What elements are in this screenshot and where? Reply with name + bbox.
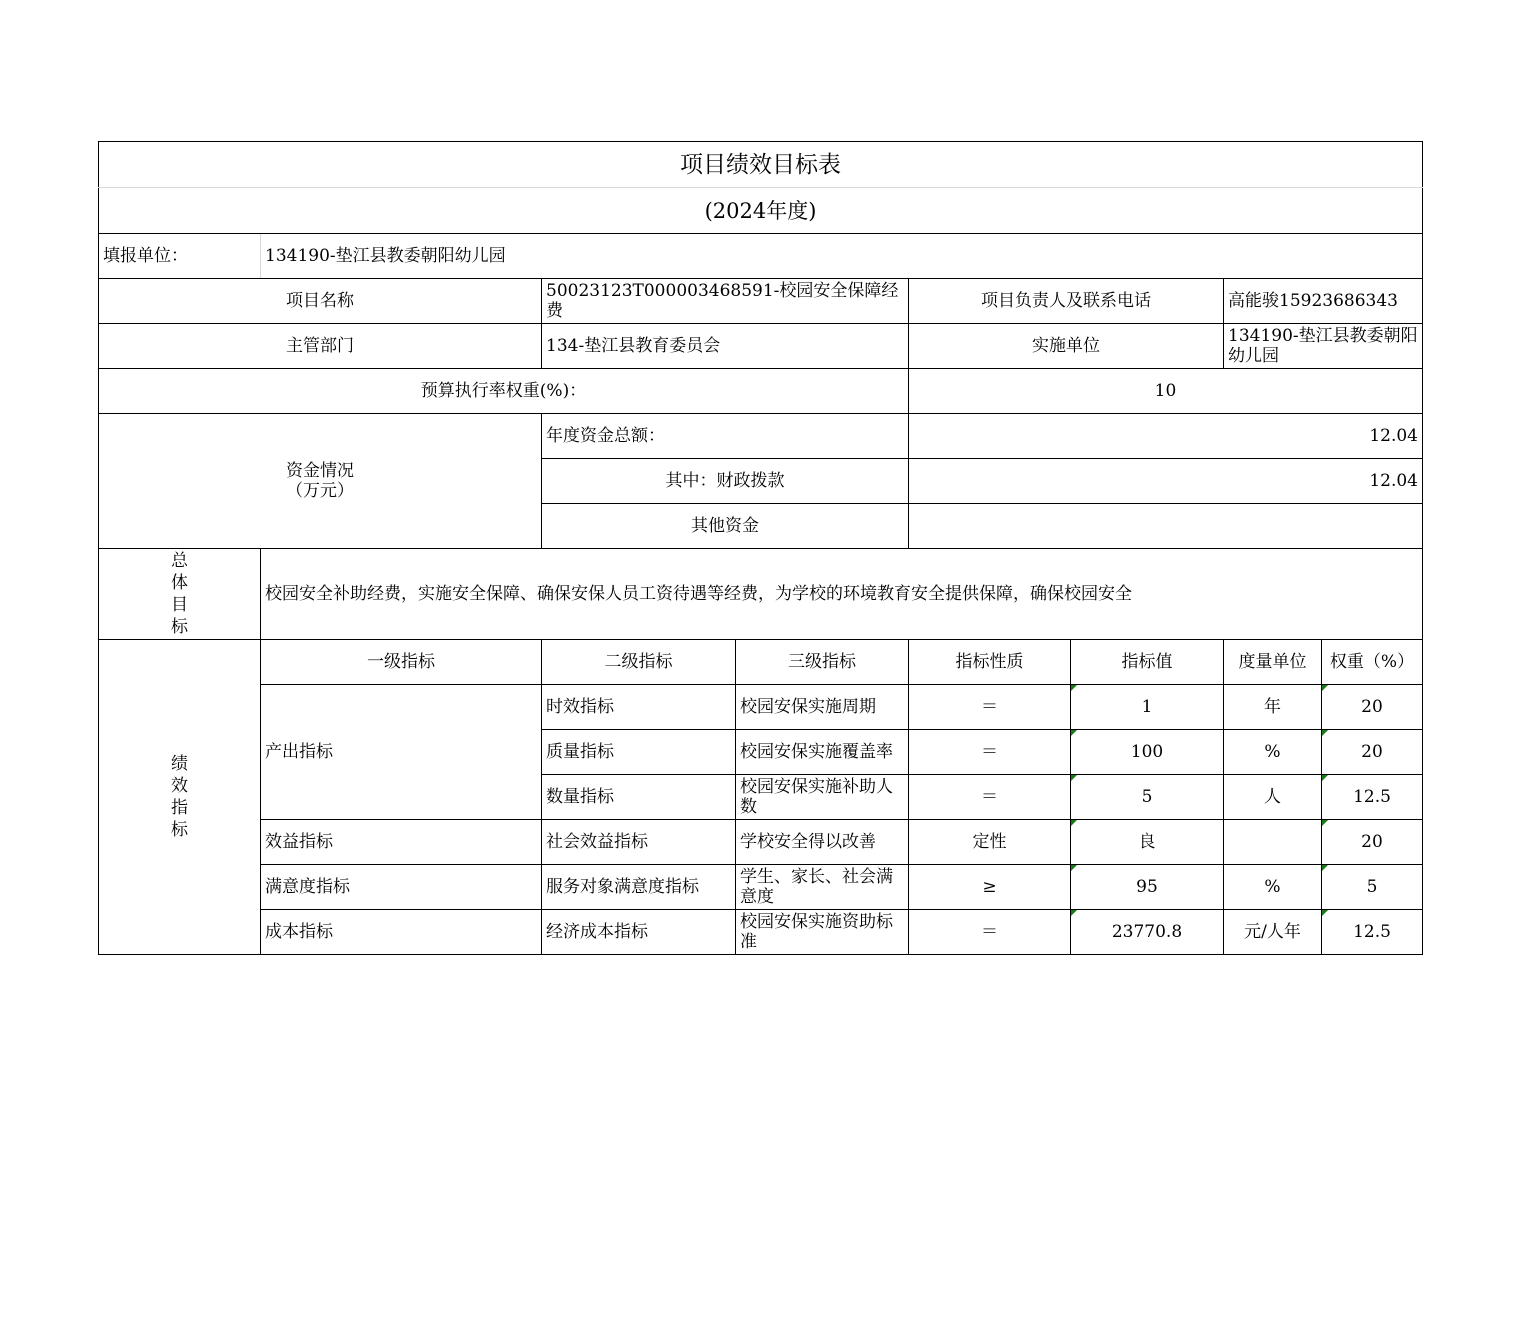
project-owner-value: 高能骏15923686343 (1224, 279, 1423, 324)
row-level3: 校园安保实施资助标准 (736, 910, 909, 955)
unit-value: 134190-垫江县教委朝阳幼儿园 (261, 234, 1423, 279)
row-weight: 5 (1322, 865, 1423, 910)
header-level2: 二级指标 (542, 640, 736, 685)
row-nature: ≥ (909, 865, 1071, 910)
funds-other-label: 其他资金 (542, 504, 909, 549)
row-level3: 校园安保实施周期 (736, 685, 909, 730)
row-weight: 20 (1322, 685, 1423, 730)
performance-sheet (98, 141, 1422, 955)
row-value: 100 (1071, 730, 1224, 775)
budget-rate-label: 预算执行率权重(%)： (99, 369, 909, 414)
row-value: 95 (1071, 865, 1224, 910)
project-owner-label: 项目负责人及联系电话 (909, 279, 1224, 324)
row-level1: 成本指标 (261, 910, 542, 955)
row-level2: 社会效益指标 (542, 820, 736, 865)
table-row (99, 685, 1423, 730)
funds-unit-text: （万元） (286, 481, 354, 501)
row-nature: 定性 (909, 820, 1071, 865)
row-weight: 12.5 (1322, 775, 1423, 820)
impl-unit-label: 实施单位 (909, 324, 1224, 369)
row-value: 5 (1071, 775, 1224, 820)
funds-total-label: 年度资金总额： (542, 414, 909, 459)
table-year: (2024年度) (99, 188, 1423, 234)
row-nature: ＝ (909, 910, 1071, 955)
header-value: 指标值 (1071, 640, 1224, 685)
table-title: 项目绩效目标表 (99, 142, 1423, 188)
impl-unit-value: 134190-垫江县教委朝阳幼儿园 (1224, 324, 1423, 369)
row-level2: 时效指标 (542, 685, 736, 730)
row-level3: 学生、家长、社会满意度 (736, 865, 909, 910)
row-level3: 学校安全得以改善 (736, 820, 909, 865)
indicators-label: 绩效指标 (99, 640, 261, 955)
table-row (99, 820, 1423, 865)
goal-label: 总体目标 (99, 549, 261, 640)
row-unit: 年 (1224, 685, 1322, 730)
budget-rate-value: 10 (909, 369, 1423, 414)
row-level3: 校园安保实施补助人数 (736, 775, 909, 820)
row-level1: 效益指标 (261, 820, 542, 865)
funds-total-value: 12.04 (909, 414, 1423, 459)
header-weight: 权重（%） (1322, 640, 1423, 685)
header-nature: 指标性质 (909, 640, 1071, 685)
header-level3: 三级指标 (736, 640, 909, 685)
output-group-label: 产出指标 (261, 685, 542, 820)
table-row (99, 910, 1423, 955)
row-value: 1 (1071, 685, 1224, 730)
row-level3: 校园安保实施覆盖率 (736, 730, 909, 775)
row-value: 23770.8 (1071, 910, 1224, 955)
project-name-value: 50023123T000003468591-校园安全保障经费 (542, 279, 909, 324)
table-row (99, 865, 1423, 910)
project-name-label: 项目名称 (99, 279, 542, 324)
row-level2: 质量指标 (542, 730, 736, 775)
row-unit: % (1224, 730, 1322, 775)
row-unit: % (1224, 865, 1322, 910)
row-weight: 20 (1322, 730, 1423, 775)
funds-label-text: 资金情况 (286, 461, 354, 481)
row-nature: ＝ (909, 685, 1071, 730)
funds-label (99, 414, 542, 549)
row-nature: ＝ (909, 775, 1071, 820)
row-weight: 20 (1322, 820, 1423, 865)
goal-text: 校园安全补助经费，实施安全保障、确保安保人员工资待遇等经费，为学校的环境教育安全提供保障，确保校园安全 (261, 549, 1423, 640)
row-level1: 满意度指标 (261, 865, 542, 910)
row-value: 良 (1071, 820, 1224, 865)
dept-value: 134-垫江县教育委员会 (542, 324, 909, 369)
dept-label: 主管部门 (99, 324, 542, 369)
row-weight: 12.5 (1322, 910, 1423, 955)
row-level2: 服务对象满意度指标 (542, 865, 736, 910)
row-level2: 经济成本指标 (542, 910, 736, 955)
row-unit: 人 (1224, 775, 1322, 820)
header-level1: 一级指标 (261, 640, 542, 685)
funds-fiscal-value: 12.04 (909, 459, 1423, 504)
row-unit: 元/人年 (1224, 910, 1322, 955)
performance-table (98, 141, 1423, 955)
funds-other-value (909, 504, 1423, 549)
row-nature: ＝ (909, 730, 1071, 775)
header-unit: 度量单位 (1224, 640, 1322, 685)
row-level2: 数量指标 (542, 775, 736, 820)
funds-fiscal-label: 其中：财政拨款 (542, 459, 909, 504)
row-unit (1224, 820, 1322, 865)
unit-label: 填报单位： (99, 234, 261, 279)
